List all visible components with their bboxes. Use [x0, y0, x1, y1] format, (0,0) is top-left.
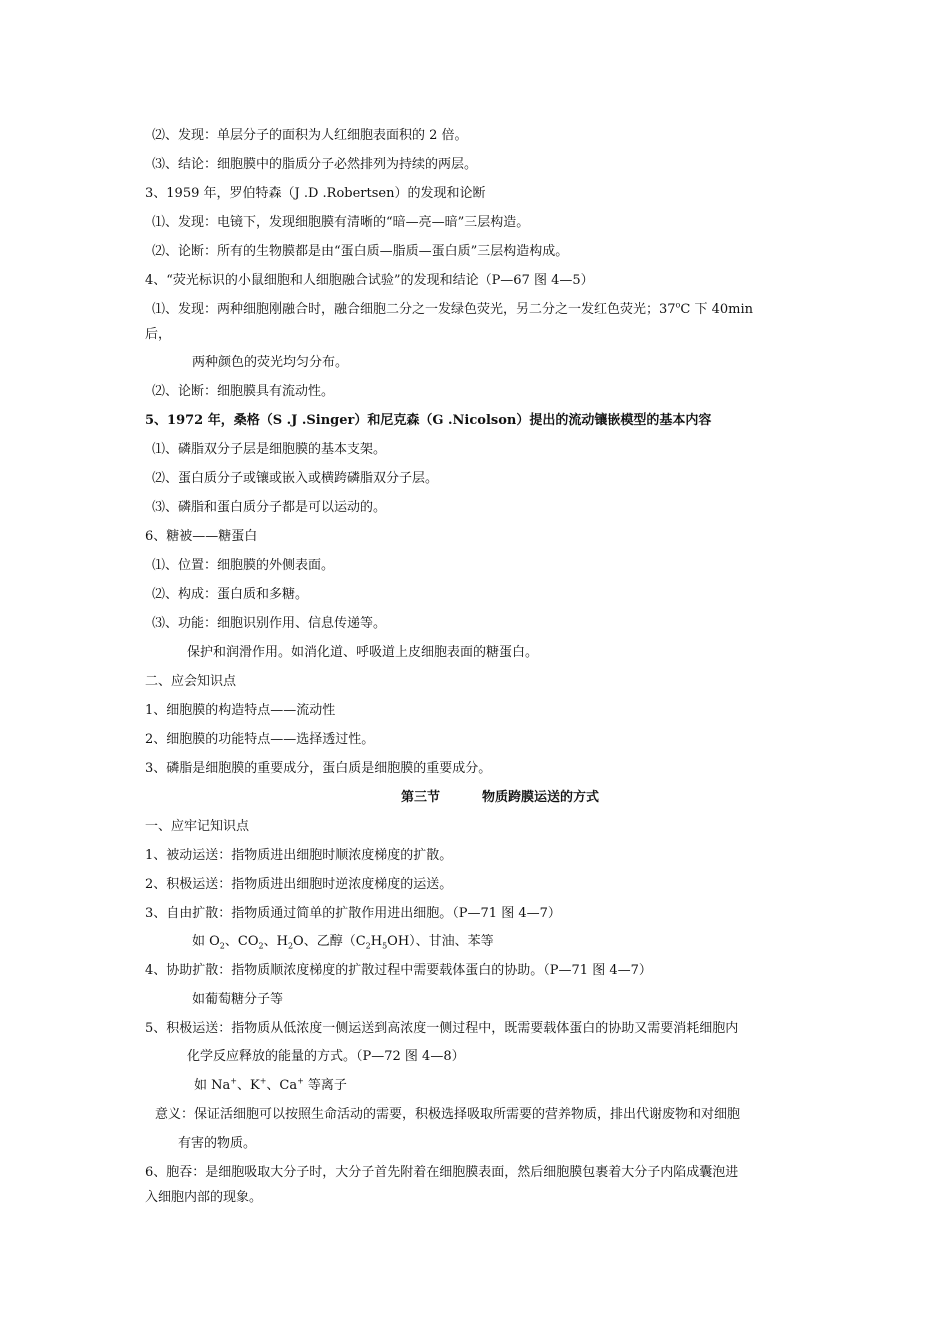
- text-line: 3、自由扩散：指物质通过简单的扩散作用进出细胞。（P—71 图 4—7）: [145, 906, 561, 921]
- text-line: ⑵、构成：蛋白质和多糖。: [152, 587, 309, 602]
- subscript: 2: [219, 941, 225, 951]
- text-line: 3、1959 年，罗伯特森（J .D .Robertsen）的发现和论断: [145, 186, 486, 201]
- text-segment: 等离子: [303, 1078, 347, 1093]
- text-line: 有害的物质。: [178, 1136, 257, 1151]
- bold-heading-line: 5、1972 年，桑格（S .J .Singer）和尼克森（G .Nicolson）提出的流动镶嵌模型的基本内容: [145, 413, 712, 428]
- text-line: ⑴、发现：电镜下，发现细胞膜有清晰的“暗—亮—暗”三层构造。: [152, 215, 530, 230]
- section-title: [145, 789, 855, 807]
- text-line: 二、应会知识点: [145, 674, 237, 689]
- text-line: 6、糖被——糖蛋白: [145, 529, 258, 544]
- text-line: ⑶、功能：细胞识别作用、信息传递等。: [152, 616, 387, 631]
- text-segment: 如 O: [192, 934, 220, 949]
- subscript: 5: [382, 941, 388, 951]
- text-line: ⑶、结论：细胞膜中的脂质分子必然排列为持续的两层。: [152, 157, 478, 172]
- text-line: 3、磷脂是细胞膜的重要成分，蛋白质是细胞膜的重要成分。: [145, 761, 492, 776]
- text-line: 2、积极运送：指物质进出细胞时逆浓度梯度的运送。: [145, 877, 453, 892]
- text-line: ⑵、发现：单层分子的面积为人红细胞表面积的 2 倍。: [152, 128, 468, 143]
- text-segment: 、K: [236, 1078, 260, 1093]
- text-line: ⑶、磷脂和蛋白质分子都是可以运动的。: [152, 500, 387, 515]
- text-line: 后，: [145, 327, 172, 342]
- text-segment: O、乙醇（C: [293, 934, 366, 949]
- text-line: 1、细胞膜的构造特点——流动性: [145, 703, 336, 718]
- text-line: 入细胞内部的现象。: [145, 1190, 263, 1205]
- text-line: 2、细胞膜的功能特点——选择透过性。: [145, 732, 375, 747]
- superscript: +: [230, 1076, 237, 1086]
- text-segment: C 下 40min: [680, 302, 753, 317]
- text-segment: 如 Na: [194, 1078, 231, 1093]
- degree-superscript: o: [675, 300, 681, 310]
- text-line: 一、应牢记知识点: [145, 819, 250, 834]
- text-line: 4、“荧光标识的小鼠细胞和人细胞融合试验”的发现和结论（P—67 图 4—5）: [145, 273, 594, 288]
- formula-line: [192, 933, 852, 951]
- superscript: +: [297, 1076, 304, 1086]
- text-line: [152, 301, 812, 319]
- section-number: 第三节: [400, 790, 440, 805]
- text-line: 意义：保证活细胞可以按照生命活动的需要，积极选择吸取所需要的营养物质，排出代谢废物和对细胞: [155, 1107, 741, 1122]
- text-segment: H: [370, 934, 383, 949]
- subscript: 2: [365, 941, 371, 951]
- text-line: ⑵、蛋白质分子或镶或嵌入或横跨磷脂双分子层。: [152, 471, 439, 486]
- text-segment: ⑴、发现：两种细胞刚融合时，融合细胞二分之一发绿色荧光，另二分之一发红色荧光；37: [152, 302, 676, 317]
- text-line: 6、胞吞：是细胞吸取大分子时，大分子首先附着在细胞膜表面，然后细胞膜包裹着大分子内陷成囊泡进: [145, 1165, 739, 1180]
- text-segment: 、CO: [224, 934, 259, 949]
- subscript: 2: [287, 941, 294, 951]
- text-segment: OH）、甘油、苯等: [387, 934, 494, 949]
- text-line: ⑵、论断：所有的生物膜都是由“蛋白质—脂质—蛋白质”三层构造构成。: [152, 244, 569, 259]
- text-line: 1、被动运送：指物质进出细胞时顺浓度梯度的扩散。: [145, 848, 453, 863]
- text-line: 化学反应释放的能量的方式。（P—72 图 4—8）: [187, 1049, 465, 1064]
- text-segment: 、H: [263, 934, 288, 949]
- section-name: 物质跨膜运送的方式: [482, 790, 600, 805]
- text-line: 如葡萄糖分子等: [192, 992, 284, 1007]
- text-line: ⑴、磷脂双分子层是细胞膜的基本支架。: [152, 442, 387, 457]
- text-line: 两种颜色的荧光均匀分布。: [192, 355, 349, 370]
- text-line: 5、积极运送：指物质从低浓度一侧运送到高浓度一侧过程中，既需要载体蛋白的协助又需要消耗细胞内: [145, 1021, 739, 1036]
- text-line: 保护和润滑作用。如消化道、呼吸道上皮细胞表面的糖蛋白。: [187, 645, 539, 660]
- text-line: ⑵、论断：细胞膜具有流动性。: [152, 384, 335, 399]
- superscript: +: [259, 1076, 267, 1086]
- text-segment: 、Ca: [266, 1078, 298, 1093]
- text-line: ⑴、位置：细胞膜的外侧表面。: [152, 558, 335, 573]
- subscript: 2: [258, 941, 264, 951]
- ion-line: [194, 1077, 854, 1095]
- text-line: 4、协助扩散：指物质顺浓度梯度的扩散过程中需要载体蛋白的协助。（P—71 图 4—7）: [145, 963, 652, 978]
